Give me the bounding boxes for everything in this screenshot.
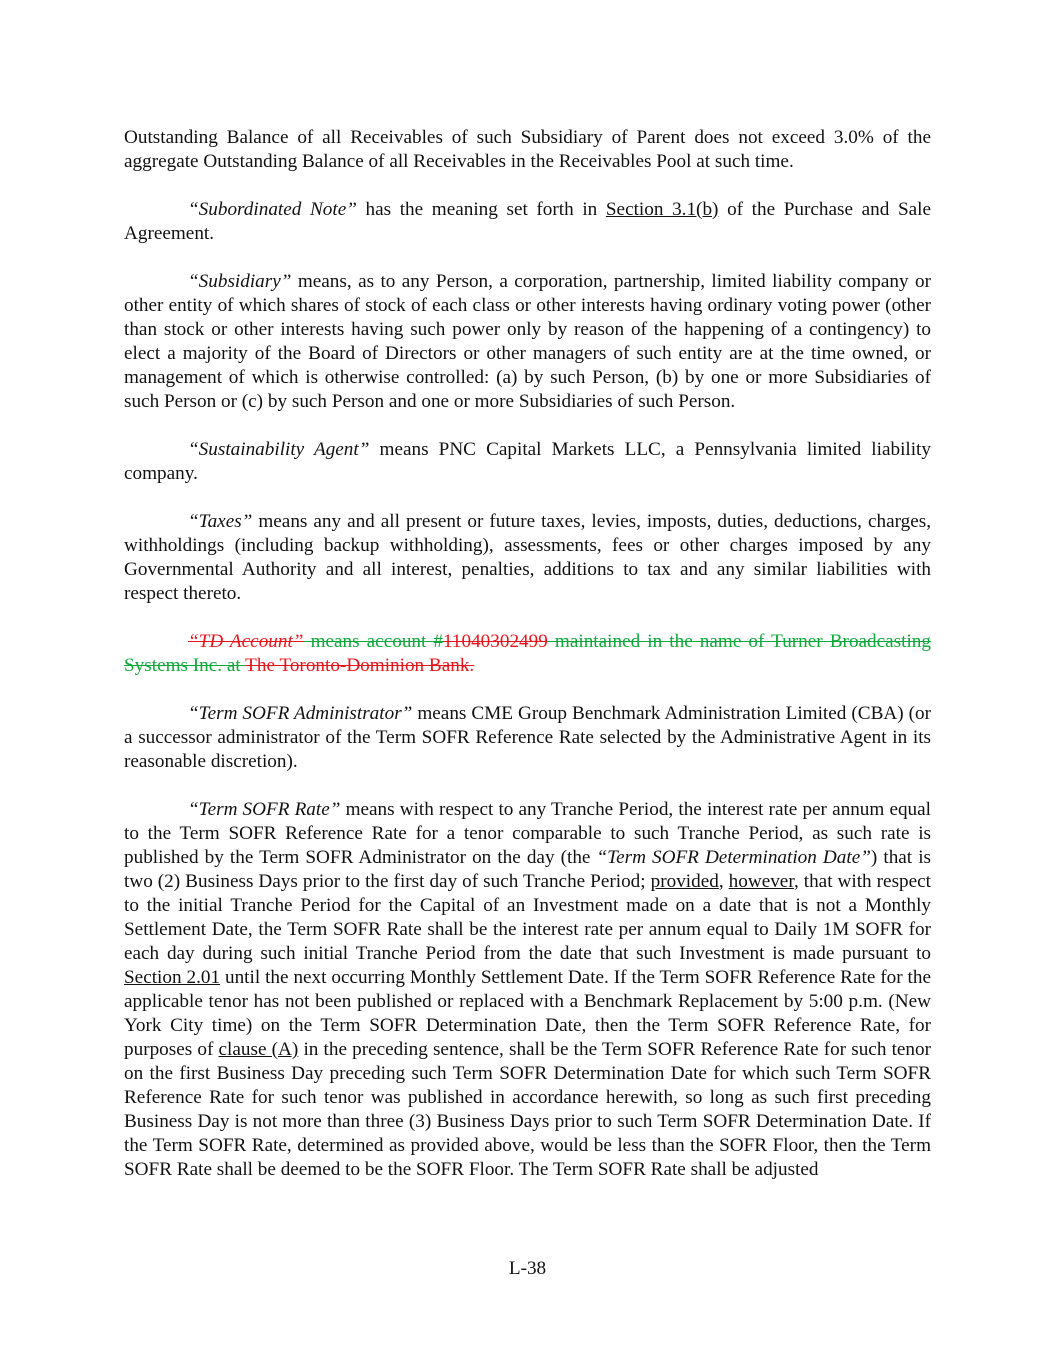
clause-reference: clause (A) [218, 1039, 299, 1060]
defined-term: “Term SOFR Administrator” [188, 703, 413, 724]
defined-term: “Subsidiary” [188, 271, 292, 292]
definition-text: in the preceding sentence, shall be the Term SOFR Reference Rate for such tenor on the first Business Day preceding such Term SOFR Determination Date for which such Term SOFR Reference Rate for such tenor was published in accordance herewith, so long as such first preceding Business Day is not more than three (3) Business Days prior to such Term SOFR Determination Date. If the Term SOFR Rate, determined as provided above, would be less than the SOFR Floor, then the Term SOFR Rate shall be deemed to be the SOFR Floor. The Term SOFR Rate shall be adjusted [124, 1039, 932, 1180]
definition-text: means, as to any Person, a corporation, partnership, limited liability company or other entity of which shares of stock of each class or other interests having ordinary voting power (other than stock or other interests having such power only by reason of the happening of a contingency) to elect a majority of the Board of Directors or other managers of such entity are at the time owned, or management of which is otherwise controlled: (a) by such Person, (b) by one or more Subsidiaries of such Person or (c) by such Person and one or more Subsidiaries of such Person. [124, 271, 931, 412]
definition-text: of the Purchase and Sale Agreement. [124, 199, 931, 244]
definition-text: , that with respect to the initial Tranche Period for the Capital of an Investment made on a date that is not a Monthly Settlement Date, the Term SOFR Rate shall be the interest rate per annum equal to Daily 1M SOFR for each day during such initial Tranche Period from the date that such Investment is made pursuant to [124, 871, 931, 964]
section-reference: Section 3.1(b) [605, 199, 719, 220]
paragraph-continuation: Outstanding Balance of all Receivables of such Subsidiary of Parent does not exceed 3.0% of the aggregate Outstanding Balance of all Receivables in the Receivables Pool at such time. [124, 127, 931, 172]
defined-term: “Sustainability Agent” [188, 439, 370, 460]
deleted-text: means account # [303, 631, 444, 652]
deleted-text: maintained in the name of Turner Broadcasting Systems Inc. at [124, 631, 931, 676]
definition-subordinated-note [124, 198, 931, 246]
proviso-provided: provided [650, 871, 719, 892]
defined-term: “Subordinated Note” [188, 199, 357, 220]
deleted-bank-name: The Toronto-Dominion Bank. [245, 655, 475, 676]
definition-sustainability-agent [124, 438, 931, 486]
defined-term: “Taxes” [188, 511, 253, 532]
definition-taxes [124, 510, 931, 606]
definition-text: , [718, 871, 729, 892]
definition-text: until the next occurring Monthly Settlement Date. If the Term SOFR Reference Rate for the applicable tenor has not been published or replaced with a Benchmark Replacement by 5:00 p.m. (New York City time) on the Term SOFR Determination Date, then the Term SOFR Reference Rate, for purposes of [124, 967, 931, 1060]
page-number: L-38 [508, 1258, 547, 1279]
definition-text: means any and all present or future taxes, levies, imposts, duties, deductions, charges, withholdings (including backup withholding), assessments, fees or other charges imposed by any Governmental Authority and all interest, penalties, additions to tax and any similar liabilities with respect thereto. [124, 511, 931, 604]
definition-text: means PNC Capital Markets LLC, a Pennsylvania limited liability company. [124, 439, 931, 484]
definition-subsidiary [124, 270, 931, 414]
definition-term-sofr-administrator [124, 702, 931, 774]
definition-text: means with respect to any Tranche Period, the interest rate per annum equal to the Term SOFR Reference Rate for a tenor comparable to such Tranche Period, as such rate is published by the Term SOFR Administrator on the day (the [124, 799, 932, 868]
defined-term-inline: “Term SOFR Determination Date” [596, 847, 871, 868]
proviso-however: however [728, 871, 794, 892]
document-page [124, 126, 931, 1206]
deleted-account-number: 11040302499 [443, 631, 548, 652]
definition-term-sofr-rate [124, 798, 931, 1182]
defined-term: “Term SOFR Rate” [188, 799, 341, 820]
definition-td-account-deleted [124, 630, 931, 678]
deleted-defined-term: “TD Account” [188, 631, 304, 652]
definition-text: ) that is two (2) Business Days prior to the first day of such Tranche Period; [124, 847, 931, 892]
definition-text: means CME Group Benchmark Administration Limited (CBA) (or a successor administrator of the Term SOFR Reference Rate selected by the Administrative Agent in its reasonable discretion). [124, 703, 932, 772]
section-reference: Section 2.01 [124, 967, 221, 988]
definition-text: has the meaning set forth in [356, 199, 606, 220]
